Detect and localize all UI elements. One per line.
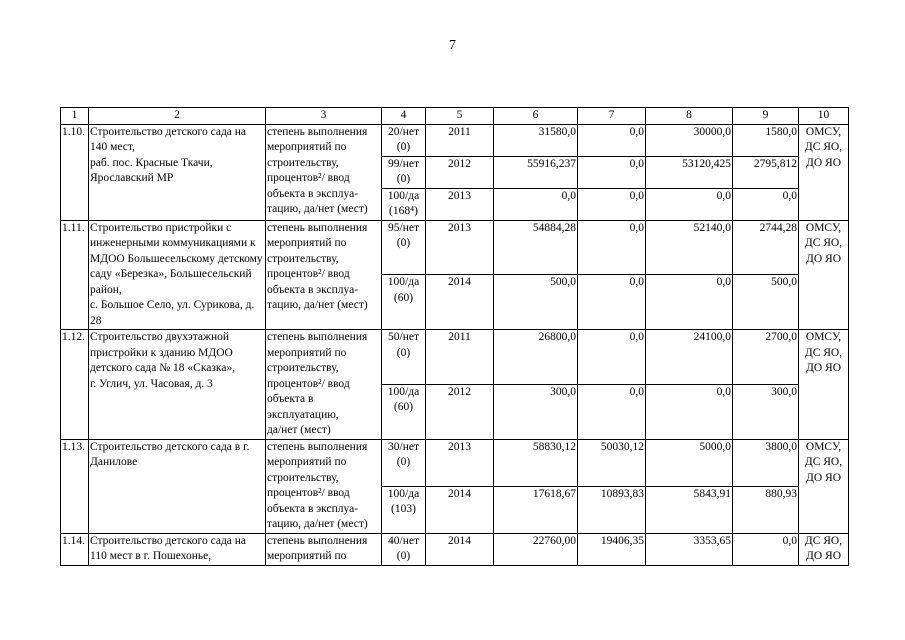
total-funding: 500,0: [494, 275, 578, 330]
federal-funding: 10893,83: [578, 486, 646, 533]
header-cell: 3: [266, 108, 382, 125]
header-cell: 6: [494, 108, 578, 125]
row-number: 1.10.: [61, 124, 89, 220]
table-row: [61, 124, 849, 156]
federal-funding: 0,0: [578, 330, 646, 385]
indicator-text: степень выполнения мероприятий по: [266, 533, 382, 565]
row-number: 1.14.: [61, 533, 89, 565]
target-value: 100/да (103): [382, 486, 426, 533]
table-row: [61, 220, 849, 275]
local-funding: 2744,28: [733, 220, 799, 275]
regional-funding: 52140,0: [646, 220, 733, 275]
row-number: 1.11.: [61, 220, 89, 330]
target-value: 40/нет (0): [382, 533, 426, 565]
header-cell: 4: [382, 108, 426, 125]
total-funding: 26800,0: [494, 330, 578, 385]
federal-funding: 19406,35: [578, 533, 646, 565]
total-funding: 300,0: [494, 384, 578, 439]
total-funding: 31580,0: [494, 124, 578, 156]
regional-funding: 30000,0: [646, 124, 733, 156]
table-row: [61, 439, 849, 486]
federal-funding: 0,0: [578, 384, 646, 439]
regional-funding: 5000,0: [646, 439, 733, 486]
executor: ОМСУ, ДС ЯО, ДО ЯО: [799, 330, 849, 440]
row-number: 1.12.: [61, 330, 89, 440]
total-funding: 22760,00: [494, 533, 578, 565]
federal-funding: 0,0: [578, 275, 646, 330]
project-name: Строительство детского сада на 110 мест в г. Пошехонье,: [89, 533, 266, 565]
total-funding: 58830,12: [494, 439, 578, 486]
year: 2011: [426, 124, 494, 156]
executor: ОМСУ, ДС ЯО, ДО ЯО: [799, 220, 849, 330]
local-funding: 2700,0: [733, 330, 799, 385]
regional-funding: 3353,65: [646, 533, 733, 565]
header-cell: 2: [89, 108, 266, 125]
total-funding: 55916,237: [494, 156, 578, 188]
year: 2013: [426, 220, 494, 275]
target-value: 100/да (60): [382, 275, 426, 330]
regional-funding: 0,0: [646, 188, 733, 220]
header-cell: 5: [426, 108, 494, 125]
total-funding: 54884,28: [494, 220, 578, 275]
local-funding: 3800,0: [733, 439, 799, 486]
target-value: 50/нет (0): [382, 330, 426, 385]
regional-funding: 53120,425: [646, 156, 733, 188]
regional-funding: 5843,91: [646, 486, 733, 533]
table-row: [61, 330, 849, 385]
project-name: Строительство детского сада на 140 мест, раб. пос. Красные Ткачи, Ярославский МР: [89, 124, 266, 220]
local-funding: 880,93: [733, 486, 799, 533]
page-number: 7: [449, 38, 456, 53]
regional-funding: 0,0: [646, 384, 733, 439]
local-funding: 1580,0: [733, 124, 799, 156]
indicator-text: степень выполнения мероприятий по строительству, процентов²/ ввод объекта в эксплуатацию, да/нет (мест): [266, 330, 382, 440]
local-funding: 500,0: [733, 275, 799, 330]
year: 2014: [426, 486, 494, 533]
header-cell: 7: [578, 108, 646, 125]
target-value: 99/нет (0): [382, 156, 426, 188]
local-funding: 0,0: [733, 533, 799, 565]
target-value: 95/нет (0): [382, 220, 426, 275]
federal-funding: 0,0: [578, 124, 646, 156]
regional-funding: 0,0: [646, 275, 733, 330]
federal-funding: 0,0: [578, 220, 646, 275]
local-funding: 2795,812: [733, 156, 799, 188]
indicator-text: степень выполнения мероприятий по строительству, процентов²/ ввод объекта в эксплуа- тацию, да/нет (мест): [266, 124, 382, 220]
target-value: 100/да (168⁴): [382, 188, 426, 220]
executor: ОМСУ, ДС ЯО, ДО ЯО: [799, 439, 849, 533]
federal-funding: 0,0: [578, 188, 646, 220]
target-value: 100/да (60): [382, 384, 426, 439]
project-name: Строительство двухэтажной пристройки к зданию МДОО детского сада № 18 «Сказка», г. Углич, ул. Часовая, д. 3: [89, 330, 266, 440]
local-funding: 0,0: [733, 188, 799, 220]
year: 2011: [426, 330, 494, 385]
federal-funding: 50030,12: [578, 439, 646, 486]
indicator-text: степень выполнения мероприятий по строительству, процентов²/ ввод объекта в эксплуа- тацию, да/нет (мест): [266, 220, 382, 330]
table-body: [61, 108, 849, 566]
program-table: [60, 107, 849, 566]
year: 2012: [426, 384, 494, 439]
project-name: Строительство пристройки с инженерными коммуникациями к МДОО Большесельскому детскому саду «Березка», Большесельский район, с. Большое Село, ул. Сурикова, д. 28: [89, 220, 266, 330]
indicator-text: степень выполнения мероприятий по строительству, процентов²/ ввод объекта в эксплуа- тацию, да/нет (мест): [266, 439, 382, 533]
year: 2014: [426, 533, 494, 565]
header-cell: 8: [646, 108, 733, 125]
row-number: 1.13.: [61, 439, 89, 533]
total-funding: 0,0: [494, 188, 578, 220]
year: 2014: [426, 275, 494, 330]
header-cell: 9: [733, 108, 799, 125]
year: 2013: [426, 188, 494, 220]
project-name: Строительство детского сада в г. Данилове: [89, 439, 266, 533]
target-value: 30/нет (0): [382, 439, 426, 486]
header-row: [61, 108, 849, 125]
federal-funding: 0,0: [578, 156, 646, 188]
total-funding: 17618,67: [494, 486, 578, 533]
header-cell: 1: [61, 108, 89, 125]
executor: ДС ЯО, ДО ЯО: [799, 533, 849, 565]
executor: ОМСУ, ДС ЯО, ДО ЯО: [799, 124, 849, 220]
table-row: [61, 533, 849, 565]
year: 2012: [426, 156, 494, 188]
header-cell: 10: [799, 108, 849, 125]
local-funding: 300,0: [733, 384, 799, 439]
year: 2013: [426, 439, 494, 486]
regional-funding: 24100,0: [646, 330, 733, 385]
target-value: 20/нет (0): [382, 124, 426, 156]
